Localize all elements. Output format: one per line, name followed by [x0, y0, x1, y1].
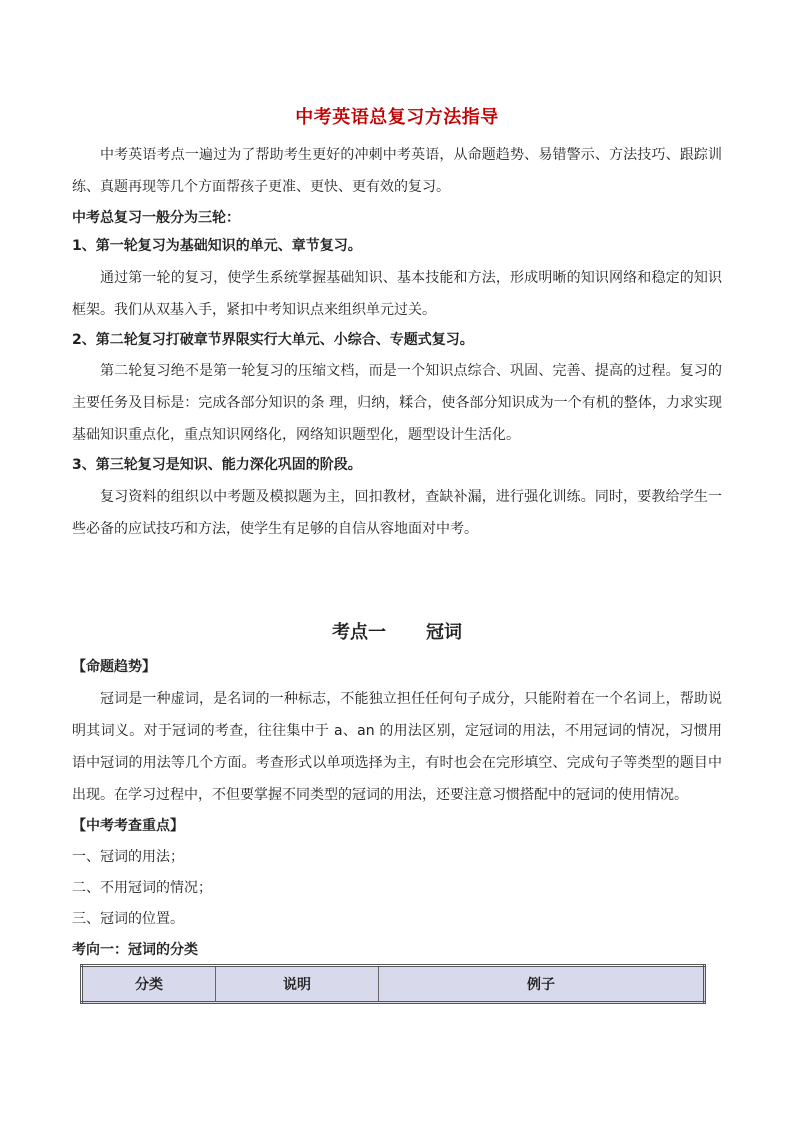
round1-heading: 1、第一轮复习为基础知识的单元、章节复习。 [72, 238, 362, 254]
document-title: 中考英语总复习方法指导 [295, 107, 499, 128]
rounds-heading: 中考总复习一般分为三轮： [72, 210, 240, 226]
focus-heading: 【中考考查重点】 [72, 818, 184, 834]
table-header-cell: 说明 [216, 966, 379, 1003]
round3-paragraph: 复习资料的组织以中考题及模拟题为主，回扣教材，查缺补漏，进行强化训练。同时，要教给学生一些必备的应试技巧和方法，使学生有足够的自信从容地面对中考。 [72, 489, 722, 537]
table-header-cell: 分类 [82, 966, 216, 1003]
section-name: 冠词 [426, 622, 462, 643]
round1-paragraph: 通过第一轮的复习，使学生系统掌握基础知识、基本技能和方法，形成明晰的知识网络和稳定的知识框架。我们从双基入手，紧扣中考知识点来组织单元过关。 [72, 270, 722, 318]
trend-paragraph: 冠词是一种虚词，是名词的一种标志，不能独立担任任何句子成分，只能附着在一个名词上，帮助说明其词义。对于冠词的考查，往往集中于 a、an 的用法区别，定冠词的用法，不用冠词的情况，习惯用语中冠词的用法等几个方面。考查形式以单项选择为主，有时也会在完形填空、完成句子等类型的题目中出现。在学习过程中，不但要掌握不同类型的冠词的用法，还要注意习惯搭配中的冠词的使用情况。 [72, 691, 722, 803]
table-header-cell: 例子 [379, 966, 705, 1003]
table-header-row [82, 966, 705, 1003]
round3-heading: 3、第三轮复习是知识、能力深化巩固的阶段。 [72, 457, 362, 473]
focus-item: 一、冠词的用法； [72, 849, 184, 865]
trend-heading: 【命题趋势】 [72, 659, 156, 675]
focus-item: 二、不用冠词的情况； [72, 880, 212, 896]
round2-heading: 2、第二轮复习打破章节界限实行大单元、小综合、专题式复习。 [72, 332, 474, 348]
focus-item: 三、冠词的位置。 [72, 911, 184, 927]
section-title [0, 618, 794, 644]
section-number: 考点一 [332, 622, 386, 643]
intro-paragraph: 中考英语考点一遍过为了帮助考生更好的冲刺中考英语，从命题趋势、易错警示、方法技巧、跟踪训练、真题再现等几个方面帮孩子更准、更快、更有效的复习。 [72, 147, 722, 195]
subsection-heading: 考向一：冠词的分类 [72, 942, 198, 958]
round2-paragraph: 第二轮复习绝不是第一轮复习的压缩文档，而是一个知识点综合、巩固、完善、提高的过程。复习的主要任务及目标是：完成各部分知识的条 理，归纳，糅合，使各部分知识成为一个有机的整体，力求实现基础知识重点化，重点知识网络化，网络知识题型化，题型设计生活化。 [72, 363, 722, 443]
classification-table [80, 964, 706, 1004]
